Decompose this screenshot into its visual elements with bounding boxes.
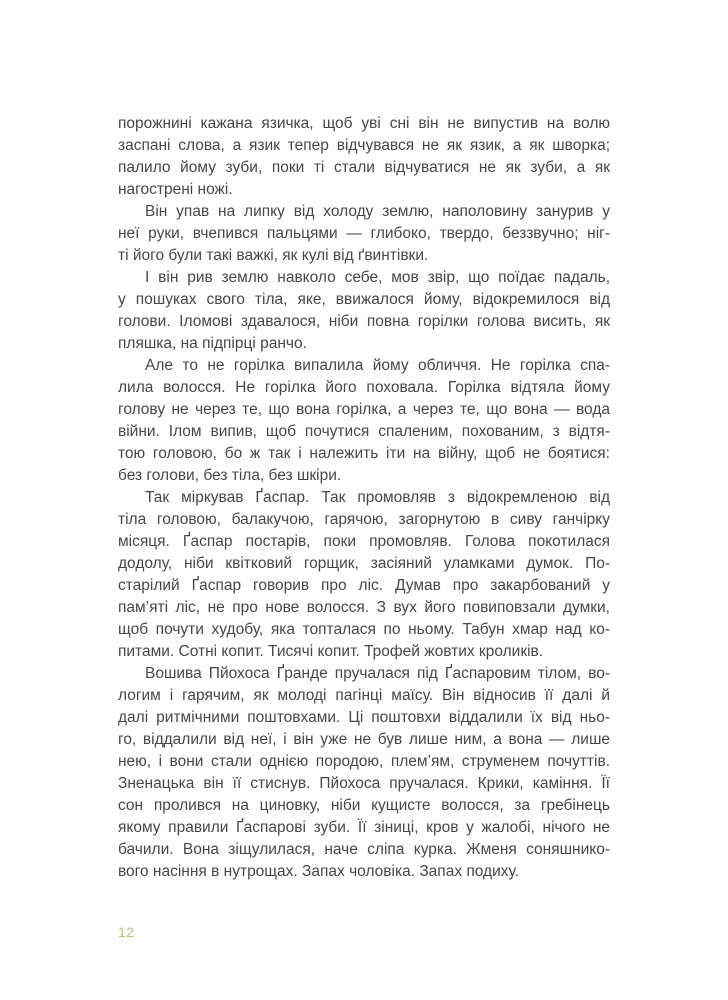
text-line: палило йому зуби, поки ті стали відчуватися не як зуби, а як (118, 159, 610, 176)
text-line: тою головою, бо ж так і належить іти на війну, щоб не боятися: (118, 445, 610, 462)
paragraph (118, 355, 610, 487)
text-line: додолу, ніби квітковий горщик, засіяний уламками думок. По- (118, 555, 610, 572)
text-line: порожнині кажана язичка, щоб уві сні він не випустив на волю (118, 115, 610, 132)
text-line: пляшка, на підпірці ранчо. (118, 335, 307, 352)
text-line: місяця. Ґаспар постарів, поки промовляв. Голова покотилася (118, 533, 610, 550)
text-line: якому правили Ґаспарові зуби. Її зіниці, кров у жалобі, нічого не (118, 819, 610, 836)
text-line: логим і гарячим, як молоді пагінці маїсу. Він відносив її далі й (118, 687, 610, 704)
text-line: го, віддалили від неї, і він уже не був лише ним, а вона — лише (118, 731, 610, 748)
text-line: нагострені ножі. (118, 181, 233, 198)
text-line: голову не через те, що вона горілка, а через те, що вона — вода (118, 401, 610, 418)
text-line: І він рив землю навколо себе, мов звір, що поїдає падаль, (145, 269, 610, 286)
text-line: щоб почути худобу, яка топталася по ньому. Табун хмар над ко- (118, 621, 610, 638)
text-line: у пошуках свого тіла, яке, ввижалося йому, відокремилося від (118, 291, 610, 308)
text-line: війни. Ілом випив, щоб почутися спаленим, похованим, з відтя- (118, 423, 610, 440)
paragraph (118, 201, 610, 267)
page-number: 12 (118, 924, 135, 940)
text-line: без голови, без тіла, без шкіри. (118, 467, 342, 484)
text-line: Але то не горілка випалила йому обличчя. Не горілка спа- (145, 357, 610, 374)
text-line: пам’яті ліс, не про нове волосся. З вух його повиповзали думки, (118, 599, 610, 616)
text-line: Вошива Пйохоса Ґранде пручалася під Ґаспаровим тілом, во- (145, 665, 610, 682)
text-line: вого насіння в нутрощах. Запах чоловіка. Запах подиху. (118, 863, 520, 880)
text-line: лила волосся. Не горілка його поховала. Горілка відтяла йому (118, 379, 610, 396)
text-line: заспані слова, а язик тепер відчувався не як язик, а як шворка; (118, 137, 610, 154)
text-line: старілий Ґаспар говорив про ліс. Думав про закарбований у (118, 577, 610, 594)
paragraph (118, 663, 610, 883)
paragraph (118, 487, 610, 663)
paragraph (118, 113, 610, 201)
text-line: голови. Іломові здавалося, ніби повна горілки голова висить, як (118, 313, 610, 330)
paragraph (118, 267, 610, 355)
page-text-block (118, 113, 610, 883)
text-line: Він упав на липку від холоду землю, наполовину занурив у (145, 203, 610, 220)
text-line: неї руки, вчепився пальцями — глибоко, твердо, беззвучно; ніг- (118, 225, 610, 242)
text-line: Зненацька він її стиснув. Пйохоса пручалася. Крики, каміння. Її (118, 775, 610, 792)
text-line: бачили. Вона зіщулилася, наче сліпа курка. Жменя соняшнико- (118, 841, 610, 858)
text-line: ті його були такі важкі, як кулі від ґвинтівки. (118, 247, 429, 264)
text-line: далі ритмічними поштовхами. Ці поштовхи віддалили їх від ньо- (118, 709, 610, 726)
text-line: питами. Сотні копит. Тисячі копит. Трофей жовтих кроликів. (118, 643, 544, 660)
text-line: сон пролився на циновку, ніби кущисте волосся, за гребінець (118, 797, 610, 814)
text-line: нею, і вони стали однією породою, плем’ям, струменем почуттів. (118, 753, 610, 770)
text-line: Так міркував Ґаспар. Так промовляв з відокремленою від (145, 489, 610, 506)
text-line: тіла головою, балакучою, гарячою, загорнутою в сиву ганчірку (118, 511, 610, 528)
